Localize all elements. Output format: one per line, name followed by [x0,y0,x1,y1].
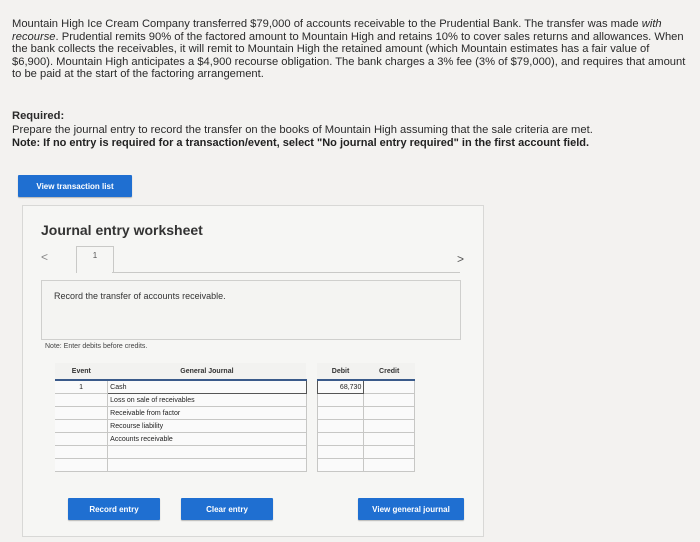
debit-field[interactable] [317,420,364,433]
account-field[interactable]: Cash [108,380,306,394]
header-general-journal: General Journal [108,363,306,380]
table-row [55,459,415,472]
header-event: Event [55,363,108,380]
journal-table [55,363,415,472]
journal-entry-worksheet [22,205,484,537]
account-field[interactable]: Receivable from factor [108,407,306,420]
chevron-left-icon[interactable]: < [41,250,49,264]
credit-field[interactable] [364,420,415,433]
required-instruction: Prepare the journal entry to record the transfer on the books of Mountain High assuming that the sale criteria are met. [12,124,593,136]
credit-field[interactable] [364,394,415,407]
credit-field[interactable] [364,459,415,472]
event-cell: 1 [55,380,108,394]
event-cell [55,433,108,446]
debit-field[interactable] [317,446,364,459]
header-debit: Debit [317,363,364,380]
transaction-description: Record the transfer of accounts receivable. [54,291,226,301]
tab-divider [112,272,460,273]
worksheet-title: Journal entry worksheet [41,222,203,238]
table-row [55,433,415,446]
event-cell [55,420,108,433]
account-field[interactable] [108,446,306,459]
debits-note: Note: Enter debits before credits. [45,343,148,350]
event-cell [55,394,108,407]
view-general-journal-button[interactable]: View general journal [358,498,464,520]
transaction-description-box [41,280,461,340]
table-row [55,380,415,394]
event-cell [55,446,108,459]
account-field[interactable]: Accounts receivable [108,433,306,446]
required-note: Note: If no entry is required for a transaction/event, select "No journal entry required" in the first account field. [12,137,590,149]
table-row [55,394,415,407]
problem-text-italic: with recourse [12,18,662,43]
tab-1[interactable]: 1 [76,246,114,273]
table-row [55,420,415,433]
debit-field[interactable] [317,433,364,446]
debit-field[interactable] [317,459,364,472]
chevron-right-icon[interactable]: > [457,252,465,266]
account-field[interactable]: Recourse liability [108,420,306,433]
credit-field[interactable] [364,433,415,446]
problem-text-2: . Prudential remits 90% of the factored amount to Mountain High and retains 10% to cover sales returns and allowances. When the bank collects the receivables, it will remit to Mountain High the retained amount (which Mountain estimates has a fair value of $6,900). Mountain High anticipates a $4,900 recourse obligation. The bank charges a 3% fee (3% of $79,000), and requires that amount to be paid at the start of the factoring arrangement. [12,30,686,81]
table-row [55,446,415,459]
problem-text-1: Mountain High Ice Cream Company transferred $79,000 of accounts receivable to the Prudential Bank. The transfer was made [12,18,642,30]
account-field[interactable] [108,459,306,472]
required-title: Required: [12,110,65,122]
clear-entry-button[interactable]: Clear entry [181,498,273,520]
event-cell [55,459,108,472]
credit-field[interactable] [364,446,415,459]
header-credit: Credit [364,363,415,380]
account-field[interactable]: Loss on sale of receivables [108,394,306,407]
problem-statement [12,18,692,81]
event-cell [55,407,108,420]
debit-field[interactable]: 68,730 [317,380,364,394]
debit-field[interactable] [317,394,364,407]
view-transaction-list-button[interactable]: View transaction list [18,175,132,197]
table-row [55,407,415,420]
credit-field[interactable] [364,380,415,394]
record-entry-button[interactable]: Record entry [68,498,160,520]
debit-field[interactable] [317,407,364,420]
credit-field[interactable] [364,407,415,420]
